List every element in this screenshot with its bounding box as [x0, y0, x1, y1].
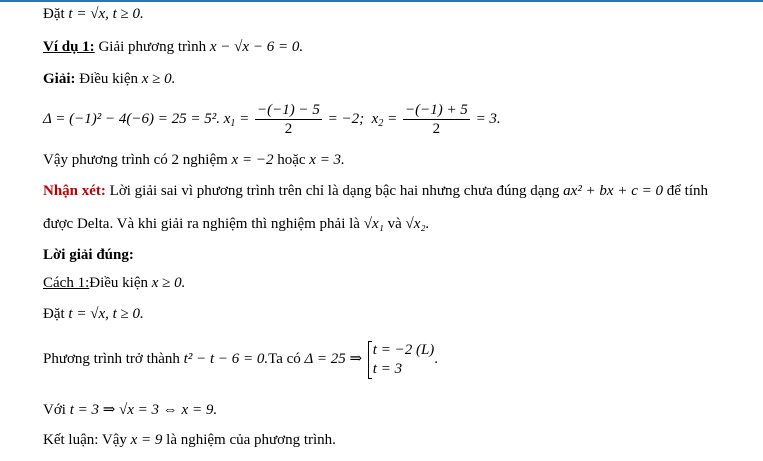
- x1-label: $x_1$ =: [223, 111, 250, 129]
- method-one-title: Cách 1:: [43, 275, 90, 291]
- substitution-math: t = √x, t ≥ 0.: [68, 6, 144, 22]
- remark-text-3: được Delta. Và khi giải ra nghiệm thì nghiệm phải là: [43, 216, 360, 232]
- x2-label: $x_2$ =: [367, 111, 398, 129]
- label-dat: Đặt: [43, 6, 65, 22]
- final-text-2: là nghiệm của phương trình.: [166, 432, 336, 448]
- delta-line: [43, 97, 501, 141]
- remark-text-2: để tính: [666, 183, 708, 199]
- with-math: t = 3 ⇒ √x = 3 ⇔ x = 9.: [69, 402, 218, 418]
- x1-numerator: −(−1) − 5: [257, 102, 320, 119]
- method-one-condition: x ≥ 0.: [151, 275, 186, 291]
- header-rule: [0, 0, 763, 2]
- method-one-text: Điều kiện: [89, 275, 148, 291]
- substitution-line-top: [43, 4, 144, 24]
- remark-line-1: [43, 181, 708, 201]
- example-equation: x − √x − 6 = 0.: [209, 39, 304, 55]
- with-line: [43, 400, 217, 420]
- x1-denominator: 2: [284, 121, 293, 138]
- example-line: [43, 37, 303, 57]
- substitution-math-2: t = √x, t ≥ 0.: [68, 306, 144, 322]
- substitution-line: [43, 304, 144, 324]
- transform-text: Phương trình trở thành: [43, 351, 180, 367]
- solution-condition: x ≥ 0.: [141, 71, 176, 87]
- x2-fraction: [403, 101, 470, 138]
- remark-title: Nhận xét:: [43, 183, 106, 199]
- delta-expression: Δ = (−1)² − 4(−6) = 25 = 5².: [43, 111, 220, 127]
- final-conclusion: [43, 430, 336, 450]
- correct-title: Lời giải đúng:: [43, 247, 134, 263]
- label-dat-2: Đặt: [43, 306, 65, 322]
- remark-line-2: [43, 214, 429, 234]
- correct-solution-heading: [43, 245, 134, 265]
- example-text: Giải phương trình: [98, 39, 207, 55]
- method-one-line: [43, 273, 185, 293]
- system-row-1: t = −2 (L): [372, 341, 435, 358]
- remark-and: và: [387, 216, 402, 232]
- final-text: Kết luận: Vậy: [43, 432, 127, 448]
- transform-equation: t² − t − 6 = 0.: [183, 351, 269, 367]
- system-row-2: t = 3: [372, 360, 403, 377]
- conclusion-text: Vậy phương trình có 2 nghiệm: [43, 152, 228, 168]
- solution-line: [43, 69, 175, 89]
- x2-denominator: 2: [432, 121, 441, 138]
- x2-numerator: −(−1) + 5: [404, 102, 468, 119]
- root-two: x = 3.: [309, 152, 345, 168]
- remark-root-two: √x₂.: [405, 216, 430, 232]
- root-one: x = −2: [231, 152, 274, 168]
- remark-text-1: Lời giải sai vì phương trình trên chỉ là dạng bậc hai nhưng chưa đúng dạng: [109, 183, 560, 199]
- solution-system: [368, 341, 435, 379]
- conclusion-or: hoặc: [277, 152, 306, 168]
- remark-root-one: √x₁: [363, 216, 384, 232]
- example-title: Ví dụ 1:: [43, 39, 95, 55]
- with-label: Với: [43, 402, 66, 418]
- remark-general-form: ax² + bx + c = 0: [563, 183, 663, 199]
- solution-title: Giải:: [43, 71, 76, 87]
- x1-value: = −2;: [327, 111, 365, 127]
- transform-text-2: Ta có: [268, 351, 301, 367]
- transform-line: [43, 336, 438, 382]
- x1-fraction: [255, 101, 322, 138]
- transform-end: .: [434, 351, 439, 367]
- solution-text: Điều kiện: [79, 71, 138, 87]
- final-equation: x = 9: [130, 432, 163, 448]
- x2-value: = 3.: [475, 111, 501, 127]
- conclusion-line: [43, 150, 345, 170]
- transform-delta: Δ = 25 ⇒: [304, 351, 363, 367]
